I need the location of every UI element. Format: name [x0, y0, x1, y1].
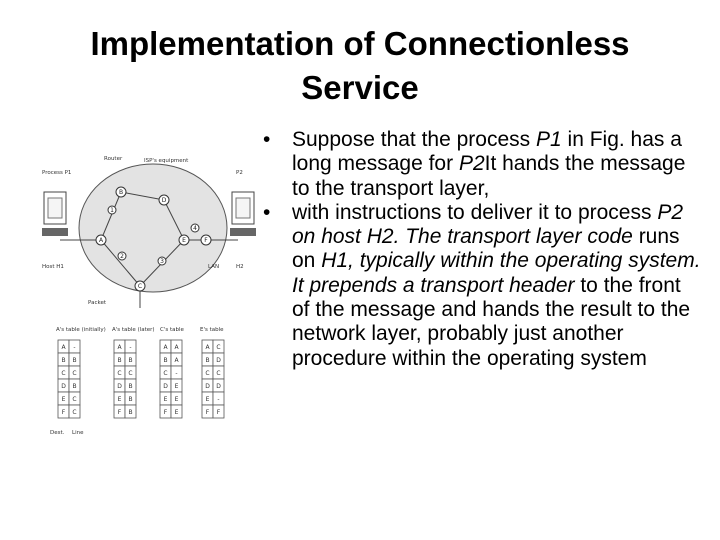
label-h2: H2 [236, 264, 244, 270]
table-cell-text: E [174, 409, 179, 416]
table-cell-text: B [72, 357, 77, 364]
host-h1-computer [42, 192, 68, 236]
network-diagram [38, 148, 270, 440]
label-dest: Dest. [50, 430, 65, 436]
table-cell-text: F [205, 409, 210, 416]
table-cell-text: B [117, 357, 122, 364]
table-cell-text: - [129, 344, 132, 351]
table-cell-text: C [117, 370, 122, 377]
bullet-1 [263, 128, 703, 201]
label-router: Router [104, 156, 123, 162]
table-cell-text: C [163, 370, 168, 377]
table-cell-text: D [216, 357, 221, 364]
label-lan: LAN [208, 264, 220, 270]
label-isp: ISP's equipment [144, 158, 189, 164]
table-cell-text: C [72, 396, 77, 403]
table-cell-text: A [61, 344, 66, 351]
packet-4-label: 4 [193, 225, 197, 232]
table-cell-text: B [128, 357, 133, 364]
table-cell-text: B [205, 357, 210, 364]
packet-1-label: 1 [110, 207, 114, 214]
slide-title [0, 22, 720, 110]
routing-tables [56, 327, 224, 418]
bullet-2 [263, 201, 703, 371]
host-h2-computer [230, 192, 256, 236]
table-cell-text: B [128, 383, 133, 390]
table-cell-text: F [216, 409, 221, 416]
label-line: Line [72, 430, 84, 436]
label-packet: Packet [88, 300, 106, 306]
bullet-2-text: with instructions to deliver it to process P2 on host H2. The transport layer code runs on H1, typically within the operating system. It prepends a transport header to the front of the message and hands the result to the network layer, probably just another procedure within the operating system [292, 200, 701, 370]
table-cell-text: C [61, 370, 66, 377]
bullet-marker: • [263, 200, 271, 224]
bullet-marker: • [263, 128, 271, 151]
packet-2-label: 2 [120, 253, 124, 260]
table-cell-text: B [72, 383, 77, 390]
table-cell-text: C [72, 409, 77, 416]
table-cell-text: E [61, 396, 66, 403]
svg-text:A's table (later): A's table (later) [112, 327, 155, 333]
table-cell-text: B [128, 409, 133, 416]
table-cell-text: D [117, 383, 122, 390]
node-f-label: F [204, 237, 208, 244]
table-e [200, 327, 224, 418]
svg-text:C's table: C's table [160, 327, 184, 333]
table-cell-text: F [117, 409, 122, 416]
table-cell-text: - [73, 344, 76, 351]
table-cell-text: B [61, 357, 66, 364]
table-cell-text: B [163, 357, 168, 364]
bullet-1-text: Suppose that the process P1 in Fig. has a long message for P2It hands the message to the transport layer, [292, 128, 686, 200]
label-p2: P2 [236, 170, 243, 176]
table-cell-text: C [205, 370, 210, 377]
table-a-initially [56, 327, 106, 418]
slide-title-line1: Implementation of Connectionless [90, 25, 630, 62]
table-cell-text: D [216, 383, 221, 390]
network-figure [38, 148, 270, 440]
label-process-p1: Process P1 [42, 170, 72, 176]
table-cell-text: A [117, 344, 122, 351]
table-cell-text: D [205, 383, 210, 390]
table-a-later [112, 327, 155, 418]
table-cell-text: D [163, 383, 168, 390]
table-cell-text: E [174, 383, 179, 390]
table-cell-text: E [205, 396, 210, 403]
node-c-label: C [137, 283, 143, 290]
table-cell-text: - [175, 370, 178, 377]
label-host-h1: Host H1 [42, 264, 64, 270]
table-cell-text: A [205, 344, 210, 351]
table-cell-text: E [163, 396, 168, 403]
slide-title-line2: Service [301, 69, 419, 106]
svg-text:A's table (initially): A's table (initially) [56, 327, 106, 333]
packet-3-label: 3 [160, 258, 164, 265]
table-cell-text: C [216, 370, 221, 377]
table-cell-text: F [61, 409, 66, 416]
table-c [160, 327, 185, 418]
table-cell-text: - [217, 396, 220, 403]
node-a-label: A [98, 237, 104, 244]
table-cell-text: C [72, 370, 77, 377]
table-cell-text: C [216, 344, 221, 351]
table-cell-text: A [174, 357, 179, 364]
node-e-label: E [182, 237, 186, 244]
svg-text:E's table: E's table [200, 327, 224, 333]
table-cell-text: F [163, 409, 168, 416]
table-cell-text: A [174, 344, 179, 351]
table-cell-text: A [163, 344, 168, 351]
table-cell-text: C [128, 370, 133, 377]
node-b-label: B [118, 189, 124, 196]
table-cell-text: E [174, 396, 179, 403]
table-cell-text: E [117, 396, 122, 403]
bullet-list [263, 128, 703, 371]
table-cell-text: D [61, 383, 66, 390]
node-d-label: D [161, 197, 167, 204]
table-cell-text: B [128, 396, 133, 403]
